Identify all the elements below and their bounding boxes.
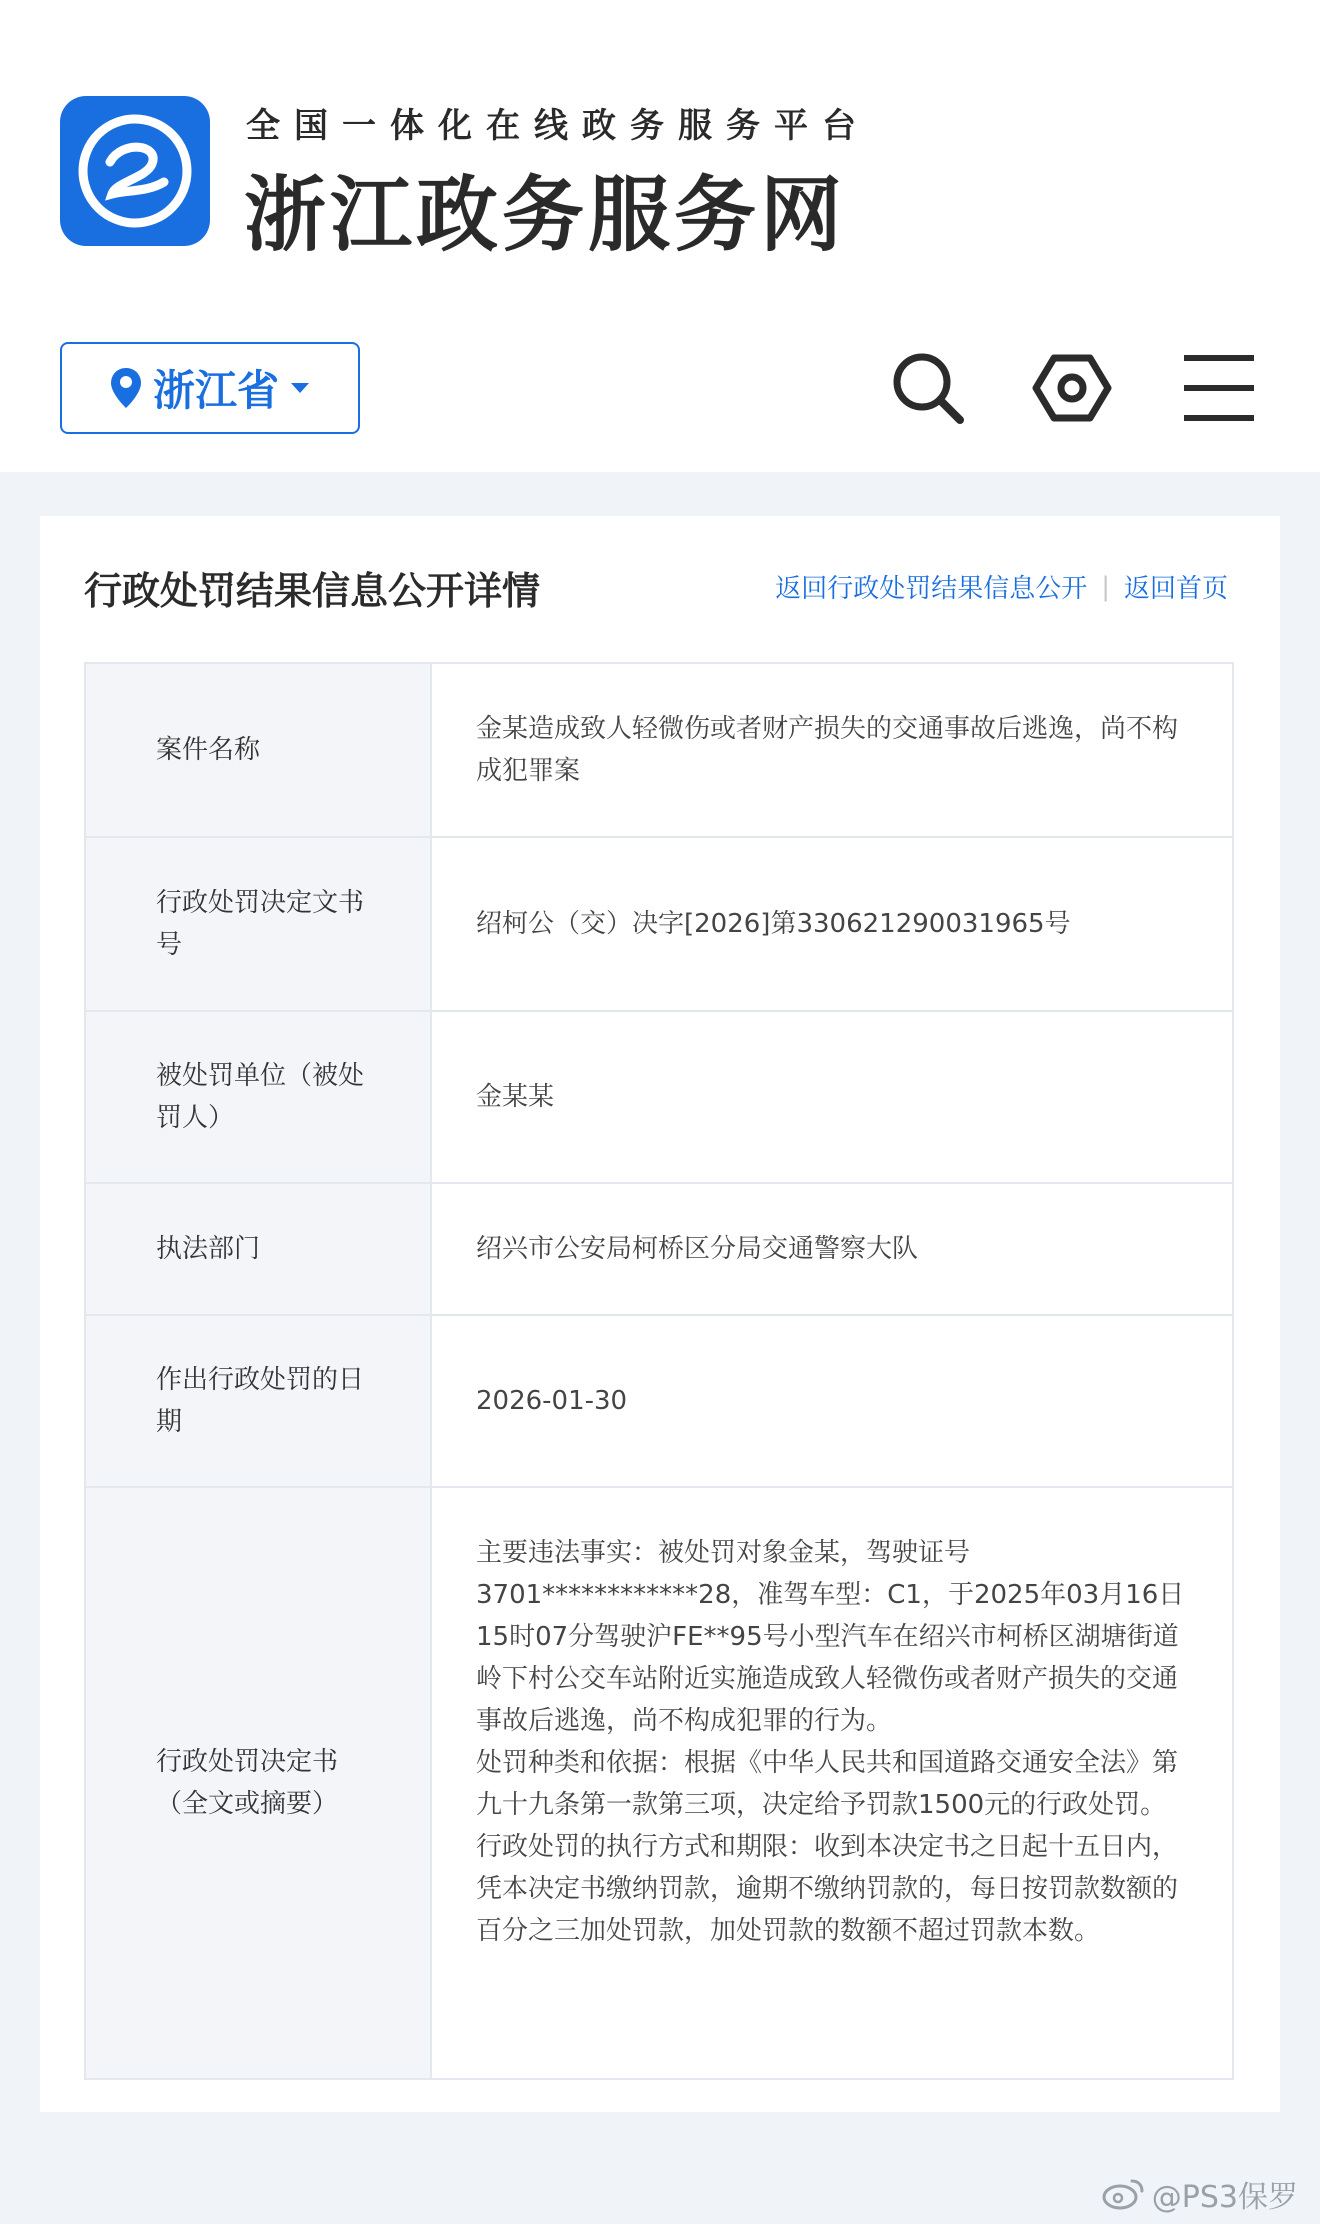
logo-subtitle: 全国一体化在线政务服务平台: [246, 106, 870, 146]
table-row: [86, 838, 1232, 1012]
detail-table: [84, 662, 1234, 2080]
row-value: 2026-01-30: [476, 1386, 628, 1416]
violation-facts-paragraph: 主要违法事实：被处罚对象金某，驾驶证号3701************28，准驾车型：C1，于2025年03月16日15时07分驾驶沪FE**95号小型汽车在绍兴市柯桥区湖塘街道岭下村公交车站附近实施造成致人轻微伤或者财产损失的交通事故后逃逸，尚不构成犯罪的行为。: [476, 1538, 1185, 1736]
breadcrumb-divider: |: [1101, 571, 1110, 602]
row-label: 作出行政处罚的日期: [86, 1316, 432, 1486]
menu-icon[interactable]: [1180, 346, 1264, 430]
watermark: [1102, 2172, 1298, 2216]
watermark-text: @PS3保罗: [1151, 2180, 1298, 2215]
row-label: 被处罚单位（被处罚人）: [86, 1012, 432, 1182]
breadcrumb: [775, 568, 1228, 605]
settings-icon[interactable]: [1030, 346, 1114, 430]
region-label: 浙江省: [152, 366, 279, 415]
page-title: 行政处罚结果信息公开详情: [84, 569, 541, 613]
weibo-icon: [1102, 2177, 1144, 2211]
logo-title[interactable]: 浙江政务服务网: [244, 167, 847, 263]
execution-terms-paragraph: 行政处罚的执行方式和期限：收到本决定书之日起十五日内，凭本决定书缴纳罚款，逾期不缴纳罚款的，每日按罚款数额的百分之三加处罚款，加处罚款的数额不超过罚款本数。: [476, 1832, 1179, 1946]
row-value: 金某造成致人轻微伤或者财产损失的交通事故后逃逸，尚不构成犯罪案: [476, 714, 1179, 786]
row-label: 执法部门: [86, 1184, 432, 1314]
table-row: [86, 664, 1232, 838]
row-label: 行政处罚决定文书号: [86, 838, 432, 1010]
row-label: 案件名称: [86, 664, 432, 836]
table-row: [86, 1184, 1232, 1316]
row-value: 绍柯公（交）决字[2026]第330621290031965号: [476, 909, 1071, 939]
row-label: 行政处罚决定书（全文或摘要）: [86, 1488, 432, 2078]
penalty-basis-paragraph: 处罚种类和依据：根据《中华人民共和国道路交通安全法》第九十九条第一款第三项，决定给予罚款1500元的行政处罚。: [476, 1748, 1179, 1820]
chevron-down-icon: [289, 381, 311, 395]
site-logo-icon[interactable]: [60, 96, 210, 246]
search-icon[interactable]: [886, 346, 970, 430]
detail-card: [40, 516, 1280, 2112]
row-value: [432, 1488, 1232, 2078]
region-selector[interactable]: [60, 342, 360, 434]
row-value: 绍兴市公安局柯桥区分局交通警察大队: [476, 1234, 919, 1264]
table-row: [86, 1316, 1232, 1488]
site-header: [0, 0, 1320, 472]
row-value: 金某某: [476, 1082, 555, 1112]
table-row: [86, 1012, 1232, 1184]
back-home-link[interactable]: 返回首页: [1123, 574, 1228, 604]
back-to-list-link[interactable]: 返回行政处罚结果信息公开: [775, 574, 1088, 604]
table-row: [86, 1488, 1232, 2078]
location-pin-icon: [109, 366, 143, 410]
